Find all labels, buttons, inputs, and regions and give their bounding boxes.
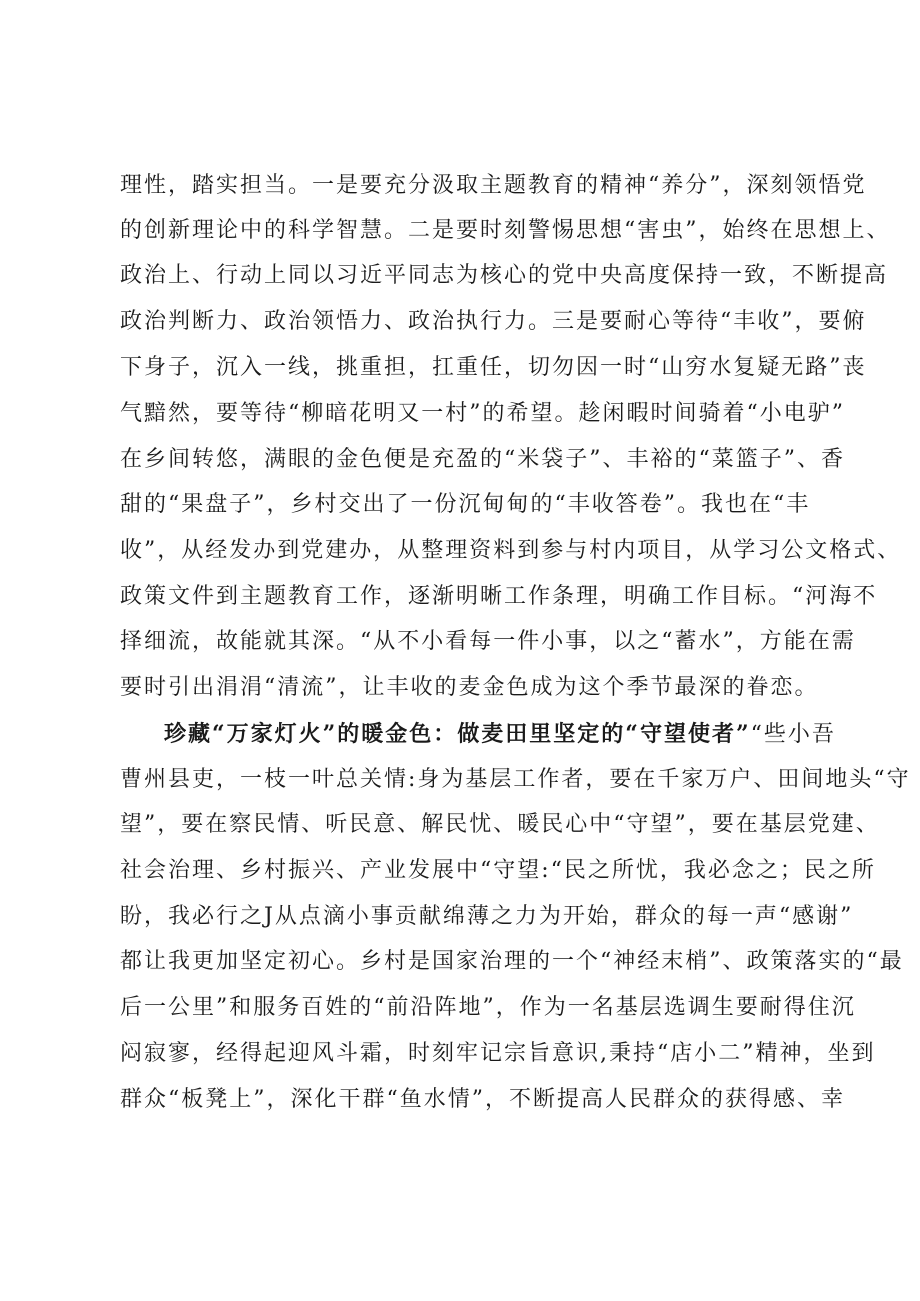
paragraph-line: 群众“板凳上”，深化干群“鱼水情”，不断提高人民群众的获得感、幸 <box>120 1087 845 1112</box>
paragraph-line: 下身子，沉入一线，挑重担，扛重任，切勿因一时“山穷水复疑无路”丧 <box>120 355 867 380</box>
paragraph-line: 收”，从经发办到党建办，从整理资料到参与村内项目，从学习公文格式、 <box>120 538 902 563</box>
paragraph-line: 的创新理论中的科学智慧。二是要时刻警惕思想“害虫”，始终在思想上、 <box>120 218 891 243</box>
paragraph-line: 政治判断力、政治领悟力、政治执行力。三是要耐心等待“丰收”，要俯 <box>120 309 867 334</box>
heading-line-continuation: “些小吾 <box>750 722 836 747</box>
paragraph-line: 要时引出涓涓“清流”，让丰收的麦金色成为这个季节最深的眷恋。 <box>120 675 819 700</box>
paragraph-line: 社会治理、乡村振兴、产业发展中“守望:“民之所忧，我必念之；民之所 <box>120 858 876 883</box>
paragraph-line: 在乡间转悠，满眼的金色便是充盈的“米袋子”、丰裕的“菜篮子”、香 <box>120 447 845 472</box>
paragraph-line: 闷寂寥，经得起迎风斗霜，时刻牢记宗旨意识,秉持“店小二”精神，坐到 <box>120 1041 876 1066</box>
paragraph-line: 理性，踏实担当。一是要充分汲取主题教育的精神“养分”，深刻领悟党 <box>120 173 867 198</box>
paragraph-line: 择细流，故能就其深。“从不小看每一件小事，以之“蓄水”，方能在需 <box>120 629 856 654</box>
section-heading-line <box>164 714 836 754</box>
paragraph-line: 政治上、行动上同以习近平同志为核心的党中央高度保持一致，不断提高 <box>120 263 889 288</box>
paragraph-line: 曹州县吏，一枝一叶总关情:身为基层工作者，要在千家万户、田间地头“守 <box>120 767 911 792</box>
paragraph-line: 甜的“果盘子”，乡村交出了一份沉甸甸的“丰收答卷”。我也在“丰 <box>120 492 811 517</box>
paragraph-line: 气黯然，要等待“柳暗花明又一村”的希望。趁闲暇时间骑着“小电驴” <box>120 401 845 426</box>
section-heading: 珍藏“万家灯火”的暖金色：做麦田里坚定的“守望使者” <box>164 721 751 747</box>
paragraph-line: 望”，要在察民情、听民意、解民忧、暖民心中“守望”，要在基层党建、 <box>120 812 880 837</box>
paragraph-line: 政策文件到主题教育工作，逐渐明晰工作条理，明确工作目标。“河海不 <box>120 584 878 609</box>
paragraph-line: 都让我更加坚定初心。乡村是国家治理的一个“神经末梢”、政策落实的“最 <box>120 949 904 974</box>
paragraph-line: 盼，我必行之J从点滴小事贡献绵薄之力为开始，群众的每一声“感谢” <box>120 904 854 929</box>
paragraph-line: 后一公里”和服务百姓的“前沿阵地”，作为一名基层选调生要耐得住沉 <box>120 995 856 1020</box>
